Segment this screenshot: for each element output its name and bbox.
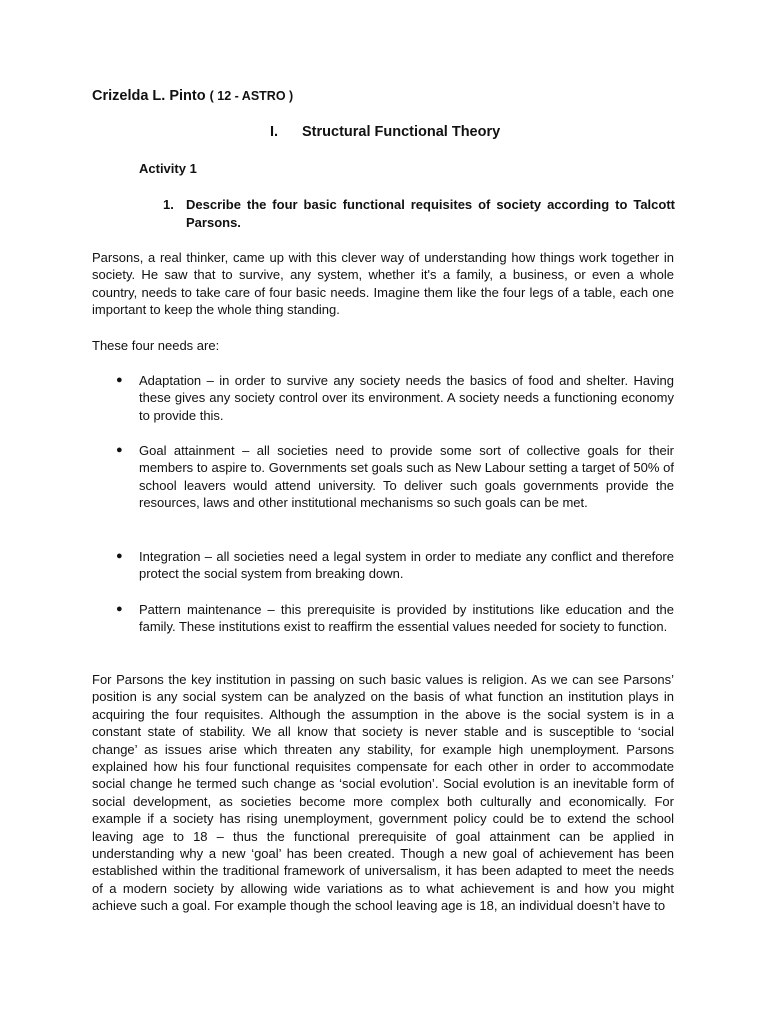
need-text: Adaptation – in order to survive any society needs the basics of food and shelter. Having these gives any society control over its environment. A society needs a functioning economy to provide this. bbox=[139, 373, 674, 423]
author-line bbox=[92, 88, 293, 104]
closing-paragraph: For Parsons the key institution in passing on such basic values is religion. As we can see Parsons’ position is any social system can be analyzed on the basis of what function an institution plays in acquiring the four requisites. Although the assumption in the above is the social system is in a constant state of stability. We all know that society is never stable and is susceptible to ‘social change’ as issues arise which threaten any stability, for example high unemployment. Parsons explained how his four functional requisites compensate for each other in order to accommodate social change he termed such change as ‘social evolution’. Social evolution is an inevitable form of social development, as societies become more complex both culturally and economically. For example if a society has rising unemployment, government policy could be to extend the school leaving age to 18 – thus the functional prerequisite of goal attainment can be applied in understanding why a new ‘goal’ has been created. Though a new goal of achievement has been established within the traditional framework of universalism, it has been adapted to meet the needs of a modern society by allowing wide variations as to what achievement is and how you might achieve such a goal. For example though the school leaving age is 18, an individual doesn’t have to bbox=[92, 672, 674, 914]
author-name: Crizelda L. Pinto bbox=[92, 88, 206, 104]
question-text: Describe the four basic functional requisites of society according to Talcott Parsons. bbox=[186, 197, 675, 230]
bullet-icon: ● bbox=[116, 374, 123, 386]
need-text: Integration – all societies need a legal system in order to mediate any conflict and therefore protect the social system from breaking down. bbox=[139, 549, 674, 582]
question-number: 1. bbox=[163, 197, 174, 212]
section-number: I. bbox=[270, 124, 279, 140]
activity-label: Activity 1 bbox=[139, 161, 197, 176]
bullet-icon: ● bbox=[116, 550, 123, 562]
need-item-integration bbox=[116, 548, 674, 583]
need-item-pattern-maintenance bbox=[116, 601, 674, 636]
section-heading bbox=[270, 124, 500, 140]
needs-intro: These four needs are: bbox=[92, 338, 220, 353]
question-item bbox=[163, 196, 675, 231]
bullet-icon: ● bbox=[116, 444, 123, 456]
author-section: ( 12 - ASTRO ) bbox=[209, 89, 294, 103]
need-item-adaptation bbox=[116, 372, 674, 424]
intro-paragraph: Parsons, a real thinker, came up with this clever way of understanding how things work together in society. He saw that to survive, any system, whether it's a family, a business, or even a whole country, needs to take care of four basic needs. Imagine them like the four legs of a table, each one important to keep the whole thing standing. bbox=[92, 250, 674, 318]
section-title: Structural Functional Theory bbox=[302, 124, 501, 140]
bullet-icon: ● bbox=[116, 603, 123, 615]
need-text: Pattern maintenance – this prerequisite is provided by institutions like education and the family. These institutions exist to reaffirm the essential values needed for society to function. bbox=[139, 602, 674, 635]
need-item-goal-attainment bbox=[116, 442, 674, 512]
need-text: Goal attainment – all societies need to provide some sort of collective goals for their members to aspire to. Governments set goals such as New Labour setting a target of 50% of school leavers would attend university. To deliver such goals governments provide the resources, laws and other institutional mechanisms so such goals can be met. bbox=[139, 443, 674, 511]
